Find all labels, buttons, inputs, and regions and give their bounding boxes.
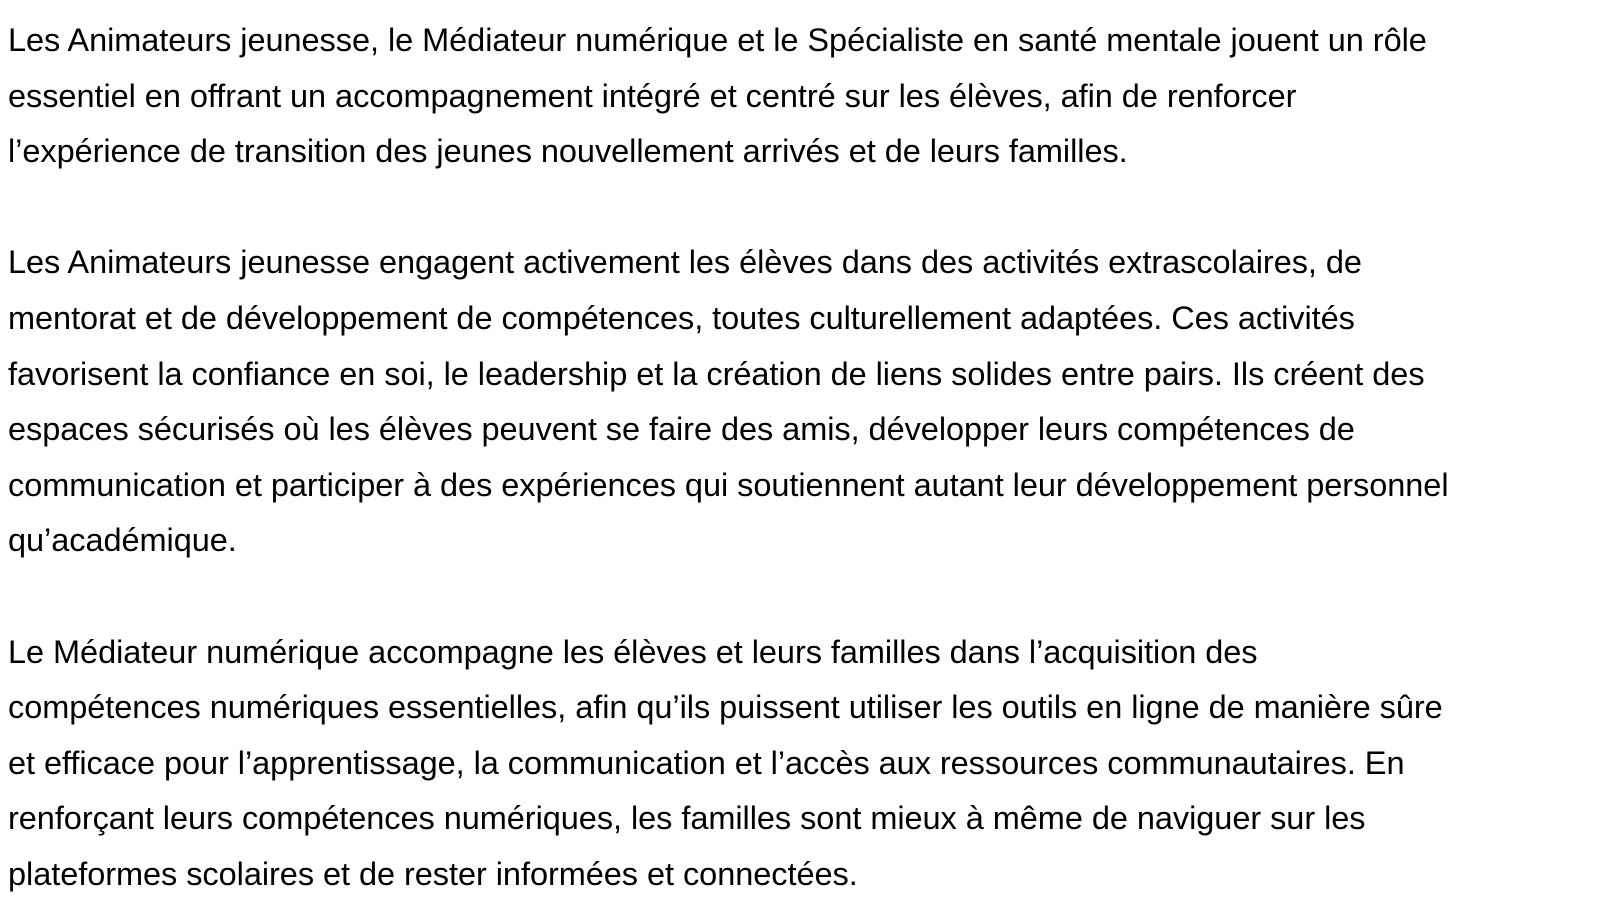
text-line: espaces sécurisés où les élèves peuvent se faire des amis, développer leurs compétences de (8, 411, 1355, 448)
text-line: et efficace pour l’apprentissage, la communication et l’accès aux ressources communautaires. En (8, 744, 1405, 781)
paragraph-intro (8, 13, 1588, 180)
text-line: qu’académique. (8, 522, 237, 559)
text-line: Les Animateurs jeunesse engagent activement les élèves dans des activités extrascolaires, de (8, 244, 1362, 281)
document-body (8, 13, 1588, 903)
paragraph-youth-animators (8, 235, 1588, 569)
paragraph-spacer (8, 569, 1588, 625)
text-line: Les Animateurs jeunesse, le Médiateur numérique et le Spécialiste en santé mentale jouent un rôle (8, 22, 1427, 58)
text-line: plateformes scolaires et de rester informées et connectées. (8, 855, 858, 892)
text-line: mentorat et de développement de compétences, toutes culturellement adaptées. Ces activités (8, 299, 1355, 336)
text-line: Le Médiateur numérique accompagne les élèves et leurs familles dans l’acquisition des (8, 633, 1258, 670)
text-line: renforçant leurs compétences numériques, les familles sont mieux à même de naviguer sur les (8, 800, 1366, 837)
text-line: communication et participer à des expériences qui soutiennent autant leur développement personnel (8, 466, 1449, 503)
text-line: essentiel en offrant un accompagnement intégré et centré sur les élèves, afin de renforcer (8, 77, 1297, 114)
text-line: favorisent la confiance en soi, le leadership et la création de liens solides entre pairs. Ils créent des (8, 355, 1425, 392)
text-line: compétences numériques essentielles, afin qu’ils puissent utiliser les outils en ligne de manière sûre (8, 689, 1443, 726)
text-line: l’expérience de transition des jeunes nouvellement arrivés et de leurs familles. (8, 133, 1128, 170)
paragraph-digital-mediator (8, 625, 1588, 903)
paragraph-spacer (8, 180, 1588, 236)
